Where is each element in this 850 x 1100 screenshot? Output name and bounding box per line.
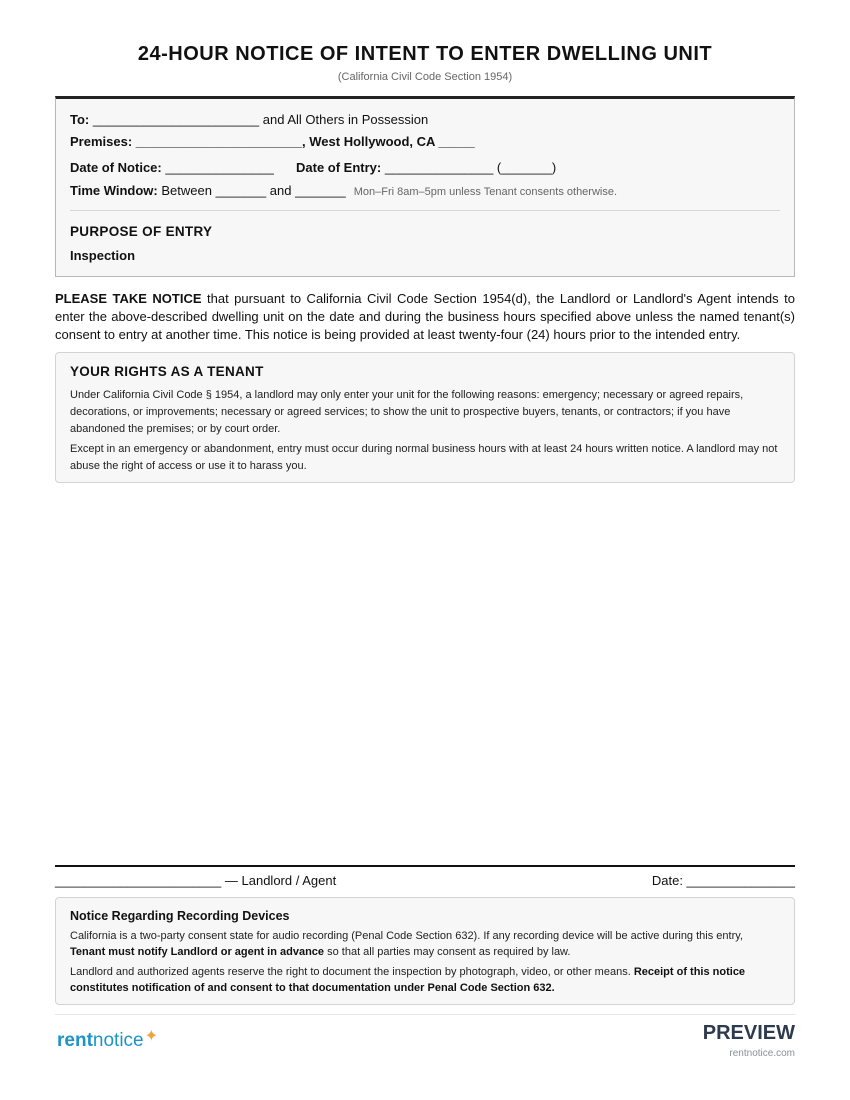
recording-p1-text: California is a two-party consent state for audio recording (Penal Code Section 632). If any recording device will be active during this entry,: [70, 930, 743, 942]
signature-line: _______________________ — Landlord / Agent: [55, 873, 337, 888]
notice-date-field: _______________: [161, 160, 274, 175]
purpose-value: Inspection: [70, 248, 136, 263]
tenant-rights-box: [55, 352, 795, 483]
recording-p1-bold: Tenant must notify Landlord or agent in advance: [70, 946, 325, 958]
page-subtitle: (California Civil Code Section 1954): [337, 71, 513, 83]
recording-p2-bold: Receipt of this notice constitutes notification of and consent to that documentation under Penal Code Section 632.: [70, 966, 746, 994]
logo-rent: rent: [57, 1030, 93, 1051]
purpose-heading: PURPOSE OF ENTRY: [70, 224, 213, 239]
site-url: rentnotice.com: [729, 1048, 795, 1059]
to-field: _______________________ and All Others in Possession: [89, 112, 429, 127]
to-label: To:: [70, 112, 90, 127]
time-window-note: Mon–Fri 8am–5pm unless Tenant consents otherwise.: [353, 186, 618, 198]
page-title: 24-HOUR NOTICE OF INTENT TO ENTER DWELLING UNIT: [137, 43, 713, 65]
signature-rule: [55, 865, 795, 867]
premises-line: [70, 134, 475, 149]
notice-date-label: Date of Notice:: [70, 160, 162, 175]
rights-paragraph-2: Except in an emergency or abandonment, entry must occur during normal business hours with at least 24 hours written notice. A landlord may not abuse the right of access or use it to harass you.: [70, 443, 778, 472]
premises-field: Premises: _______________________, West Hollywood, CA _____: [70, 134, 475, 149]
logo-notice: notice: [92, 1030, 144, 1051]
recording-notice-box: [55, 897, 795, 1005]
footer-rule: [55, 1014, 795, 1015]
recording-p2-text: Landlord and authorized agents reserve the right to document the inspection by photograph, video, or other means.: [70, 966, 634, 978]
section-divider: [70, 210, 780, 211]
entry-date-label: Date of Entry:: [296, 160, 382, 175]
time-window-label: Time Window:: [70, 183, 158, 198]
recording-paragraph-1: [70, 928, 780, 960]
rights-heading: YOUR RIGHTS AS A TENANT: [70, 364, 264, 379]
rentnotice-logo: [57, 1030, 158, 1052]
notice-body: that pursuant to California Civil Code Section 1954(d), the Landlord or Landlord's Agent intends to enter the above-described dwelling unit on the date and during the business hours specified above unless the named tenant(s) consent to entry at another time. This notice is being provided at least twenty-four (24) hours prior to the intended entry.: [55, 291, 795, 342]
signature-date: Date: _______________: [651, 873, 795, 888]
recording-p1-end: so that all parties may consent as required by law.: [324, 946, 571, 958]
preview-watermark: PREVIEW: [702, 1022, 795, 1044]
entry-date-field: _______________ (_______): [381, 160, 557, 175]
recording-heading: Notice Regarding Recording Devices: [70, 909, 290, 923]
recording-paragraph-2: [70, 964, 780, 996]
notice-lead: PLEASE TAKE NOTICE: [55, 291, 202, 306]
time-window-line: [70, 183, 617, 198]
time-window-field: Between _______ and _______: [157, 183, 346, 198]
rights-paragraph-1: Under California Civil Code § 1954, a landlord may only enter your unit for the following reasons: emergency; necessary or agreed repairs, decorations, or improvements; necessary or agreed services; to show the unit to prospective buyers, tenants, or contractors; if you have abandoned the premises; or by court order.: [70, 389, 744, 435]
dates-line: [70, 160, 274, 175]
notice-paragraph: [55, 290, 795, 344]
sparkle-icon: ✦: [144, 1028, 159, 1045]
to-line: [70, 112, 428, 127]
notice-details-box: [55, 96, 795, 277]
entry-date-line: [296, 160, 556, 175]
